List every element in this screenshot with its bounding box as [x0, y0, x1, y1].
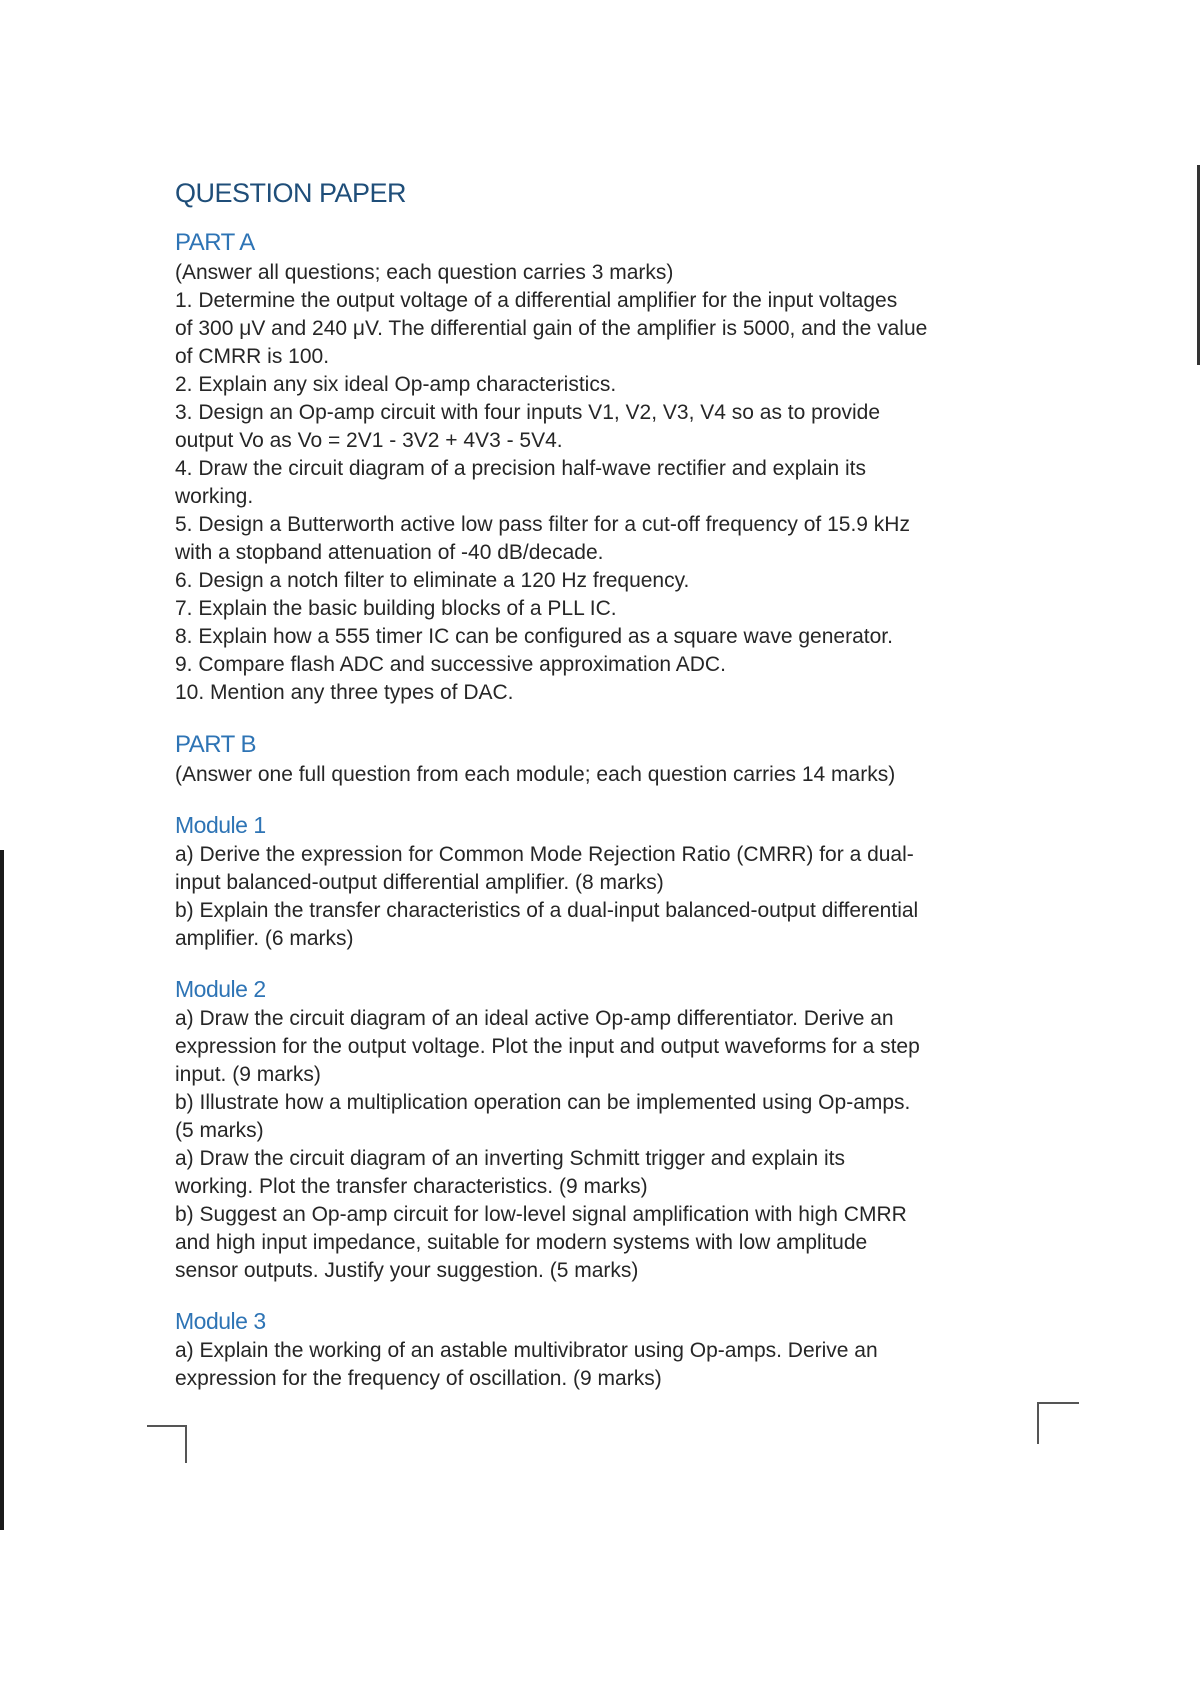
question-line: working.	[175, 485, 254, 508]
question-line: expression for the output voltage. Plot the input and output waveforms for a step	[175, 1035, 920, 1058]
question-line: 3. Design an Op-amp circuit with four inputs V1, V2, V3, V4 so as to provide	[175, 401, 881, 424]
module-2	[175, 973, 1035, 1285]
question-line: of CMRR is 100.	[175, 345, 330, 368]
question-line: 10. Mention any three types of DAC.	[175, 681, 514, 704]
question-line: amplifier. (6 marks)	[175, 927, 354, 950]
scan-shadow-left	[0, 850, 4, 1530]
question-line: a) Draw the circuit diagram of an inverting Schmitt trigger and explain its	[175, 1147, 845, 1170]
part-b-section	[175, 729, 1035, 1393]
question-line: expression for the frequency of oscillation. (9 marks)	[175, 1367, 662, 1390]
question-line: 6. Design a notch filter to eliminate a 120 Hz frequency.	[175, 569, 690, 592]
question-line: b) Explain the transfer characteristics of a dual-input balanced-output differential	[175, 899, 919, 922]
question-line: 4. Draw the circuit diagram of a precision half-wave rectifier and explain its	[175, 457, 866, 480]
question-line: b) Illustrate how a multiplication operation can be implemented using Op-amps.	[175, 1091, 911, 1114]
module-heading: Module 3	[175, 1308, 266, 1334]
question-line: b) Suggest an Op-amp circuit for low-level signal amplification with high CMRR	[175, 1203, 907, 1226]
question-line: a) Explain the working of an astable multivibrator using Op-amps. Derive an	[175, 1339, 878, 1362]
question-line: a) Derive the expression for Common Mode Rejection Ratio (CMRR) for a dual-	[175, 843, 914, 866]
part-a-section	[175, 227, 1035, 707]
question-line: (5 marks)	[175, 1119, 264, 1142]
question-line: 2. Explain any six ideal Op-amp characteristics.	[175, 373, 617, 396]
question-line: input. (9 marks)	[175, 1063, 321, 1086]
question-line: with a stopband attenuation of -40 dB/decade.	[175, 541, 604, 564]
question-paper	[175, 178, 1035, 1393]
part-a-instruction: (Answer all questions; each question carries 3 marks)	[175, 261, 674, 284]
part-a-heading: PART A	[175, 229, 255, 256]
question-line: of 300 μV and 240 μV. The differential gain of the amplifier is 5000, and the value	[175, 317, 928, 340]
module-heading: Module 1	[175, 812, 266, 838]
question-line: output Vo as Vo = 2V1 - 3V2 + 4V3 - 5V4.	[175, 429, 563, 452]
question-line: a) Draw the circuit diagram of an ideal active Op-amp differentiator. Derive an	[175, 1007, 894, 1030]
crop-mark-right	[1037, 1402, 1079, 1444]
part-b-heading: PART B	[175, 731, 257, 758]
question-line: 5. Design a Butterworth active low pass filter for a cut-off frequency of 15.9 kHz	[175, 513, 910, 536]
document-title: QUESTION PAPER	[175, 178, 407, 208]
question-line: working. Plot the transfer characteristics. (9 marks)	[175, 1175, 648, 1198]
question-line: 8. Explain how a 555 timer IC can be configured as a square wave generator.	[175, 625, 893, 648]
question-line: 7. Explain the basic building blocks of a PLL IC.	[175, 597, 617, 620]
question-line: and high input impedance, suitable for modern systems with low amplitude	[175, 1231, 868, 1254]
question-line: 1. Determine the output voltage of a differential amplifier for the input voltages	[175, 289, 898, 312]
question-line: sensor outputs. Justify your suggestion. (5 marks)	[175, 1259, 639, 1282]
module-1	[175, 809, 1035, 953]
question-line: 9. Compare flash ADC and successive approximation ADC.	[175, 653, 726, 676]
module-3	[175, 1305, 1035, 1393]
question-line: input balanced-output differential amplifier. (8 marks)	[175, 871, 664, 894]
part-a-questions	[175, 287, 1035, 707]
part-b-instruction: (Answer one full question from each module; each question carries 14 marks)	[175, 763, 896, 786]
module-heading: Module 2	[175, 976, 266, 1002]
crop-mark-left	[147, 1425, 187, 1463]
